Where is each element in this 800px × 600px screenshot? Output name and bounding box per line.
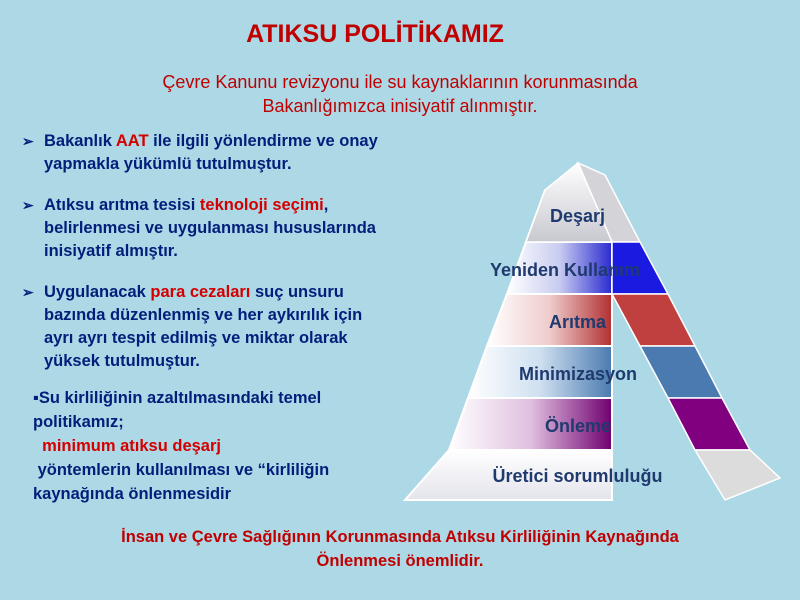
- bullet-text: ile ilgili yönlendirme ve onay: [148, 132, 378, 150]
- pyramid-label-1: Deşarj: [549, 206, 606, 226]
- pyramid-label-2: Yeniden Kullanım: [489, 260, 641, 280]
- pyramid-label-6: Üretici sorumluluğu: [492, 466, 663, 486]
- policy-line: kaynağında önlenmesidir: [33, 485, 232, 503]
- arrow-bullet-icon: ➢: [22, 284, 34, 300]
- policy-highlight: minimum atıksu deşarj: [33, 437, 221, 455]
- subtitle-line-2: Bakanlığımızca inisiyatif alınmıştır.: [262, 96, 538, 116]
- policy-line: ▪Su kirliliğinin azaltılmasındaki temel: [33, 389, 322, 407]
- bullet-text: yüksek tutulmuştur.: [44, 352, 200, 370]
- slide-title: ATIKSU POLİTİKAMIZ: [246, 20, 504, 48]
- slide-footer: [20, 525, 780, 573]
- bullet-text: yapmakla yükümlü tutulmuştur.: [44, 155, 292, 173]
- bullet-text: belirlenmesi ve uygulanması hususlarında: [44, 219, 376, 237]
- bullet-text: Bakanlık: [44, 132, 116, 150]
- bullet-text: ,: [323, 196, 329, 214]
- policy-line: politikamız;: [33, 413, 124, 431]
- bullet-text: inisiyatif almıştır.: [44, 242, 178, 260]
- bullet-text: ayrı ayrı tespit edilmiş ve miktar olarak: [44, 329, 348, 347]
- policy-line: yöntemlerin kullanılması ve “kirliliğin: [33, 461, 330, 479]
- bullet-text: Uygulanacak: [44, 283, 151, 301]
- bullet-highlight: para cezaları: [150, 283, 251, 301]
- subtitle-line-1: Çevre Kanunu revizyonu ile su kaynaklarının korunmasında: [162, 72, 638, 92]
- footer-line-1: İnsan ve Çevre Sağlığının Korunmasında Atıksu Kirliliğinin Kaynağında: [121, 528, 679, 546]
- bullet-highlight: teknoloji seçimi: [199, 196, 324, 214]
- pyramid-label-5: Önleme: [544, 416, 612, 436]
- arrow-bullet-icon: ➢: [22, 197, 34, 213]
- arrow-bullet-icon: ➢: [22, 133, 34, 149]
- pyramid-label-4: Minimizasyon: [518, 364, 638, 384]
- footer-line-2: Önlenmesi önemlidir.: [316, 552, 484, 570]
- bullet-text: Atıksu arıtma tesisi: [44, 196, 200, 214]
- bullet-text: bazında düzenlenmiş ve her aykırılık için: [44, 306, 363, 324]
- bullet-highlight: AAT: [115, 132, 149, 150]
- bullet-text: suç unsuru: [250, 283, 344, 301]
- pyramid-label-3: Arıtma: [548, 312, 606, 332]
